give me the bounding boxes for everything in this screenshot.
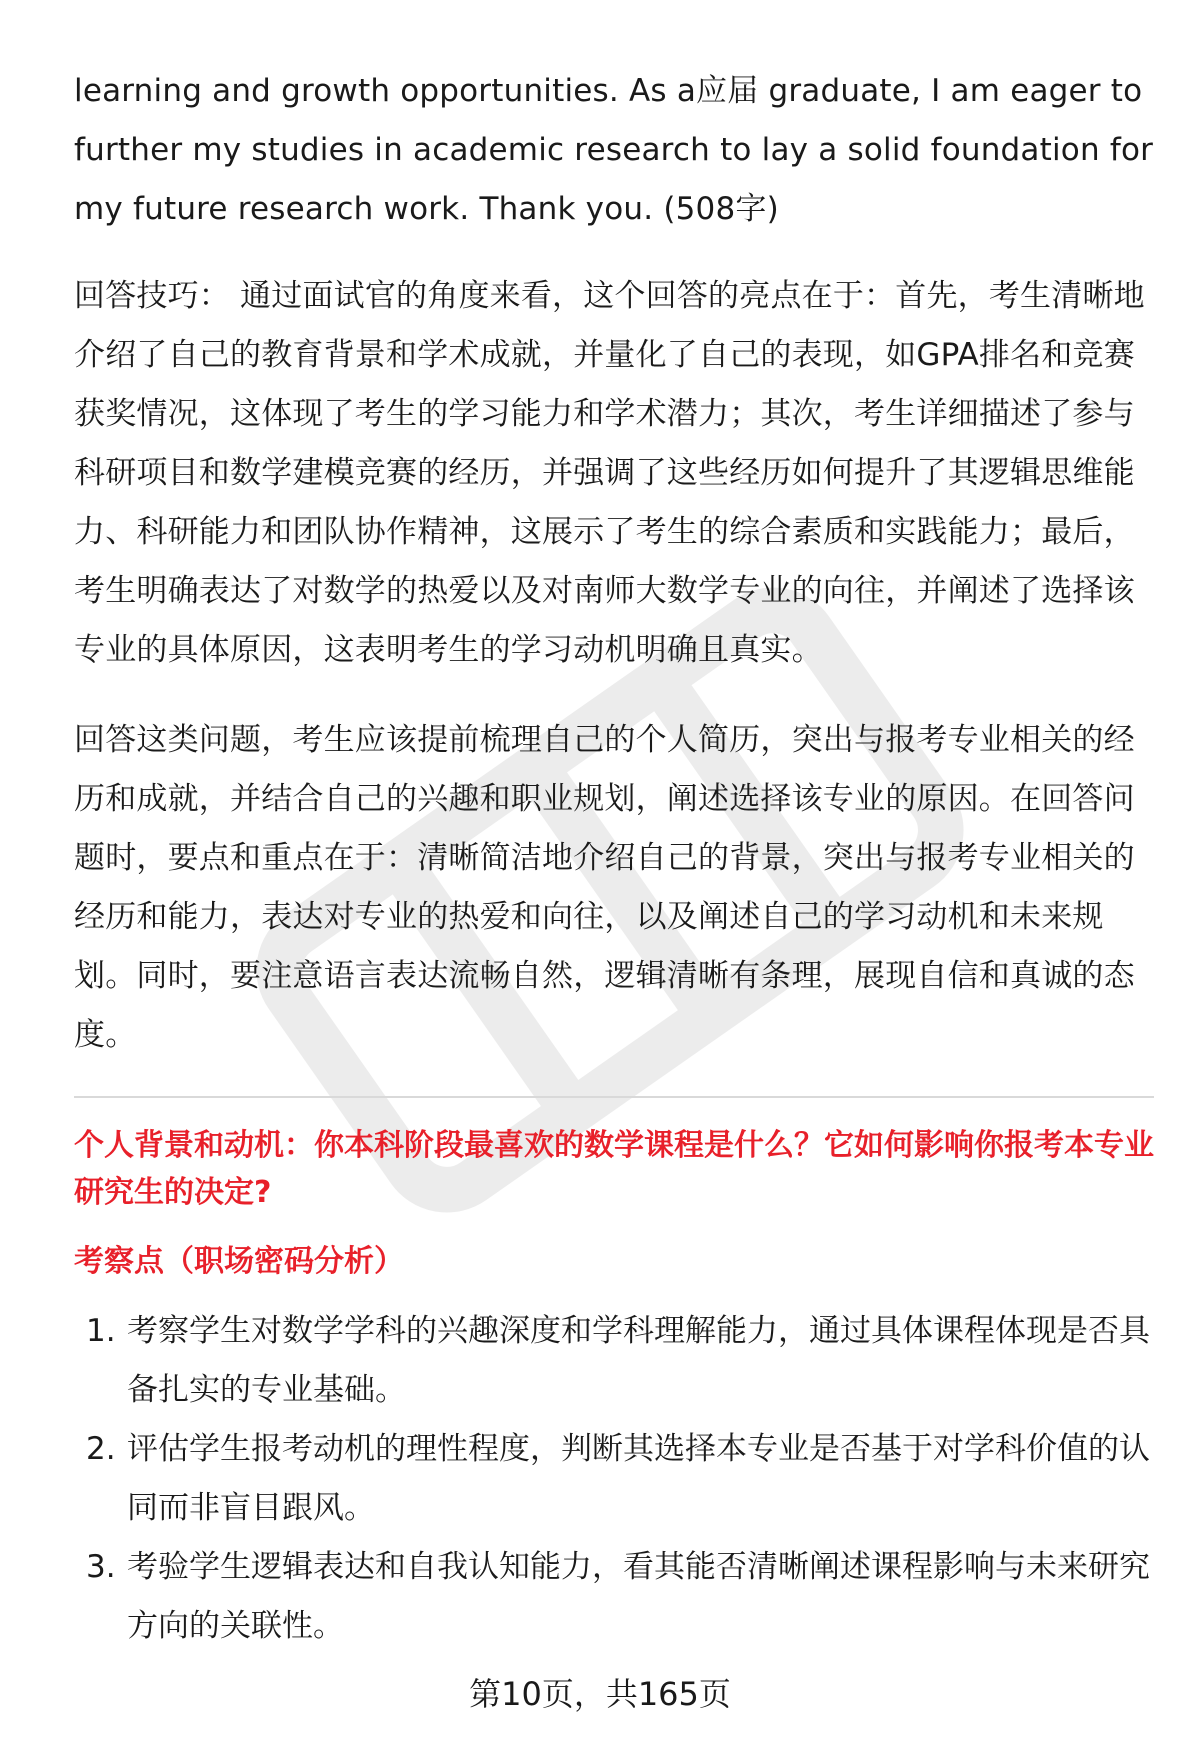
list-item (74, 1302, 1154, 1420)
list-item-number: 1. (86, 1313, 116, 1349)
answer-tips-paragraph: 回答技巧： 通过面试官的角度来看，这个回答的亮点在于：首先，考生清晰地介绍了自己的教育背景和学术成就，并量化了自己的表现，如GPA排名和竞赛获奖情况，这体现了考生的学习能力和学术潜力；其次，考生详细描述了参与科研项目和数学建模竞赛的经历，并强调了这些经历如何提升了其逻辑思维能力、科研能力和团队协作精神，这展示了考生的综合素质和实践能力；最后，考生明确表达了对数学的热爱以及对南师大数学专业的向往，并阐述了选择该专业的具体原因，这表明考生的学习动机明确且真实。 (74, 278, 1145, 668)
answer-advice-paragraph: 回答这类问题，考生应该提前梳理自己的个人简历，突出与报考专业相关的经历和成就，并结合自己的兴趣和职业规划，阐述选择该专业的原因。在回答问题时，要点和重点在于：清晰简洁地介绍自己的背景，突出与报考专业相关的经历和能力，表达对专业的热爱和向往，以及阐述自己的学习动机和未来规划。同时，要注意语言表达流畅自然，逻辑清晰有条理，展现自信和真诚的态度。 (74, 722, 1135, 1053)
assessment-points-list (74, 1302, 1154, 1656)
list-item (74, 1538, 1154, 1656)
section-divider (74, 1096, 1154, 1098)
list-item (74, 1420, 1154, 1538)
list-item-text: 考察学生对数学学科的兴趣深度和学科理解能力，通过具体课程体现是否具备扎实的专业基础。 (127, 1313, 1150, 1408)
question-title: 个人背景和动机：你本科阶段最喜欢的数学课程是什么？它如何影响你报考本专业研究生的决定? (74, 1128, 1154, 1210)
list-item-number: 3. (86, 1549, 116, 1585)
list-item-text: 评估学生报考动机的理性程度，判断其选择本专业是否基于对学科价值的认同而非盲目跟风。 (127, 1431, 1150, 1526)
document-page (74, 62, 1154, 1656)
english-answer-paragraph: learning and growth opportunities. As a应届 graduate, I am eager to further my studies in academic research to lay a solid foundation for my future research work. Thank you. (508字) (74, 73, 1154, 227)
page-number-footer: 第10页，共165页 (469, 1675, 731, 1713)
assessment-points-heading: 考察点（职场密码分析） (74, 1244, 404, 1279)
list-item-text: 考验学生逻辑表达和自我认知能力，看其能否清晰阐述课程影响与未来研究方向的关联性。 (127, 1549, 1150, 1644)
list-item-number: 2. (86, 1431, 116, 1467)
